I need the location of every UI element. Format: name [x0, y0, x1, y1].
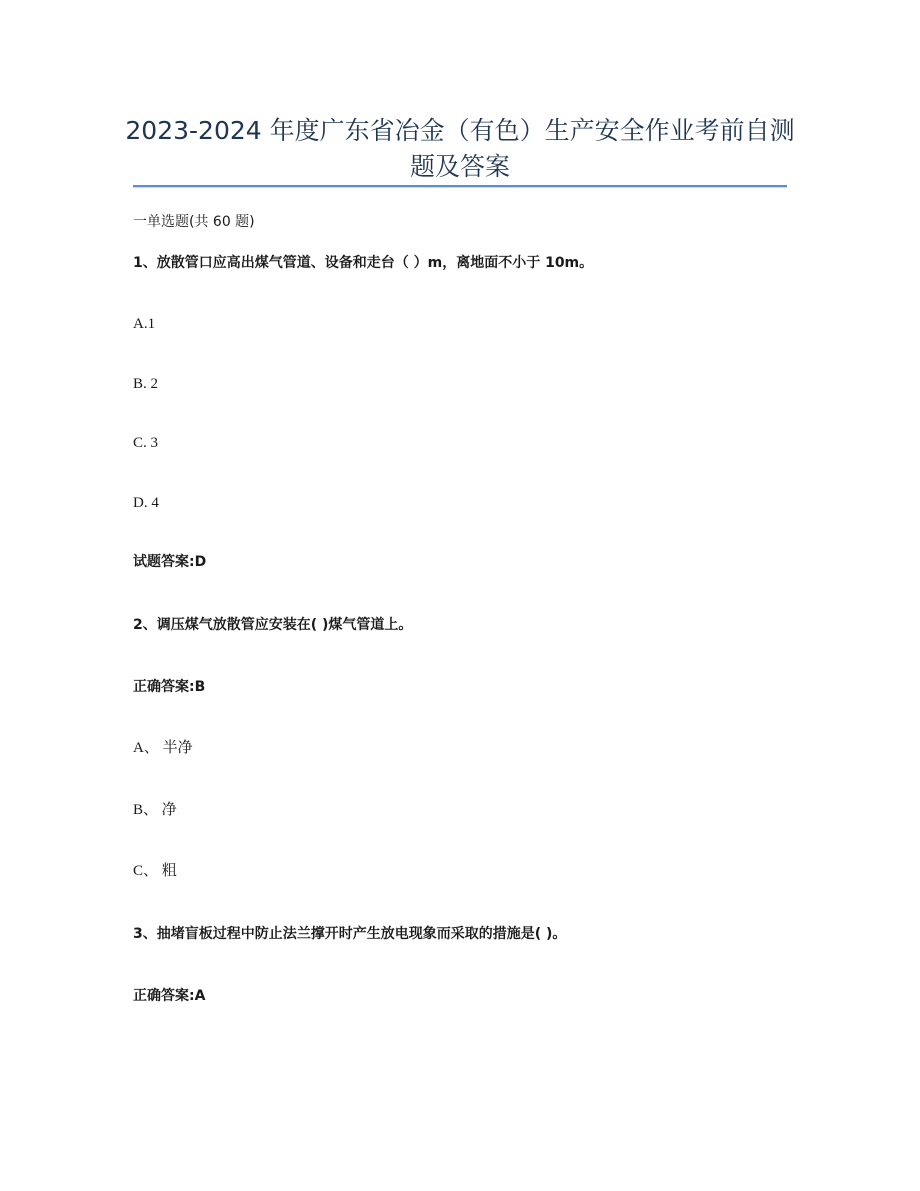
- document-title-line-1: 2023-2024 年度广东省冶金（有色）生产安全作业考前自测: [125, 116, 795, 145]
- question-1-answer: 试题答案:D: [133, 554, 207, 570]
- question-1-text: 1、放散管口应高出煤气管道、设备和走台（ ）m，离地面不小于 10m。: [133, 255, 594, 271]
- question-2-option-b: B、 净: [133, 802, 177, 818]
- question-2-answer: 正确答案:B: [133, 679, 206, 695]
- question-2-option-a: A、 半净: [133, 740, 193, 756]
- question-1-option-a: A.1: [133, 316, 156, 332]
- section-header: 一单选题(共 60 题): [133, 214, 255, 230]
- title-divider: [133, 185, 787, 188]
- document-title-line-2: 题及答案: [409, 152, 510, 181]
- question-1-option-b: B. 2: [133, 376, 159, 392]
- question-2-option-c: C、 粗: [133, 863, 177, 879]
- question-1-option-d: D. 4: [133, 495, 159, 511]
- question-3-answer: 正确答案:A: [133, 988, 206, 1004]
- question-2-text: 2、调压煤气放散管应安装在( )煤气管道上。: [133, 617, 413, 633]
- question-1-option-c: C. 3: [133, 435, 159, 451]
- question-3-text: 3、抽堵盲板过程中防止法兰撑开时产生放电现象而采取的措施是( )。: [133, 926, 567, 942]
